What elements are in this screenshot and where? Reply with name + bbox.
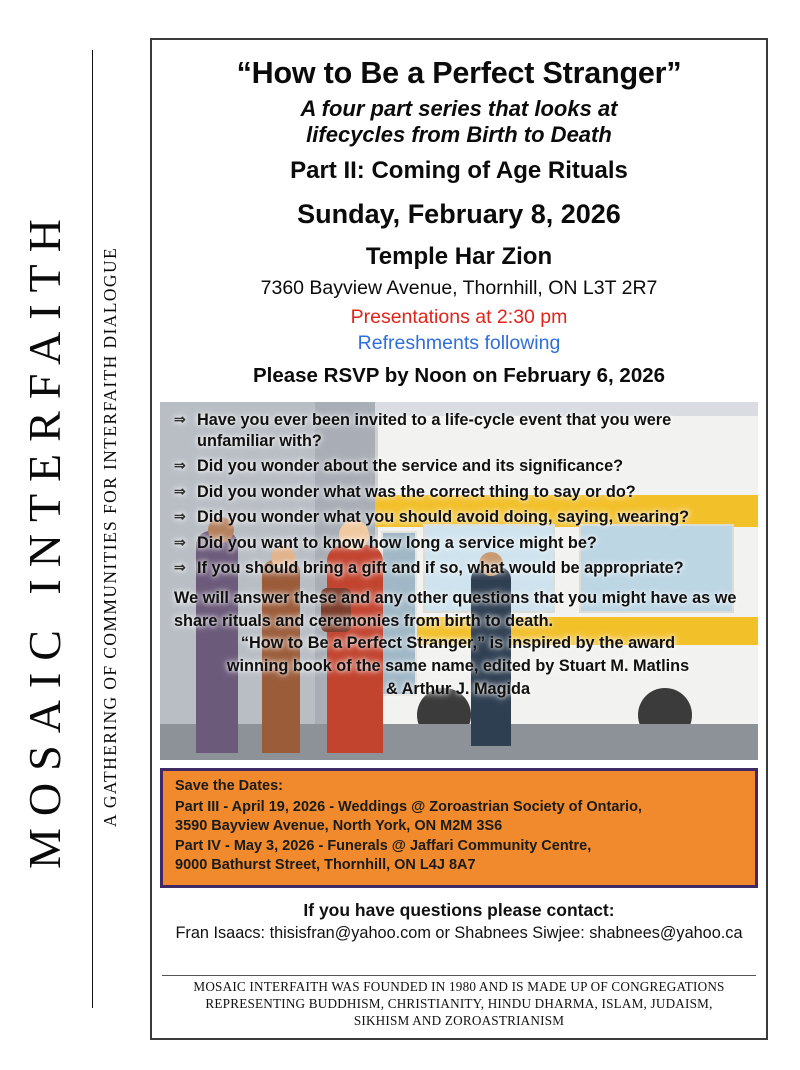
contact-section [152,900,766,943]
footer-text [152,979,766,1030]
event-address: 7360 Bayview Avenue, Thornhill, ON L3T 2R7 [260,277,658,300]
event-subtitle [166,96,752,148]
save-the-dates-line-1: Part III - April 19, 2026 - Weddings @ Zoroastrian Society of Ontario, [175,799,642,816]
arrow-right-icon: ⇒ [174,508,186,525]
list-item-text: Did you want to know how long a service might be? [197,533,597,552]
footer-divider [162,975,756,976]
closing-paragraph [174,587,742,701]
flyer-header [152,40,766,392]
questions-list [174,410,742,579]
arrow-right-icon: ⇒ [174,559,186,576]
arrow-right-icon: ⇒ [174,411,186,428]
list-item [174,507,742,528]
photo-band [160,402,758,760]
vertical-divider [92,50,93,1008]
save-the-dates-line-2: 3590 Bayview Avenue, North York, ON M2M 3S6 [175,818,503,835]
list-item-text: Have you ever been invited to a life-cycle event that you were unfamiliar with? [197,411,672,450]
contact-details[interactable]: Fran Isaacs: thisisfran@yahoo.com or Shabnees Siwjee: shabnees@yahoo.ca [175,923,743,942]
flyer-content-frame [150,38,768,1040]
list-item-text: Did you wonder about the service and its significance? [197,457,624,476]
event-part-label: Part II: Coming of Age Rituals [290,157,628,185]
book-credit-line-3: & Arthur J. Magida [385,680,531,699]
list-item [174,482,742,503]
left-vertical-banner [18,28,136,1040]
rsvp-note: Please RSVP by Noon on February 6, 2026 [252,364,666,388]
refreshments-note: Refreshments following [357,332,561,355]
arrow-right-icon: ⇒ [174,482,186,499]
arrow-right-icon: ⇒ [174,533,186,550]
list-item [174,456,742,477]
book-credit-line-2: winning book of the same name, edited by Stuart M. Matlins [226,657,690,676]
save-the-dates-heading: Save the Dates: [175,778,283,795]
footer-line-2: REPRESENTING BUDDHISM, CHRISTIANITY, HINDU DHARMA, ISLAM, JUDAISM, [205,996,713,1012]
list-item-text: Did you wonder what was the correct thing to say or do? [197,482,636,501]
closing-text: We will answer these and any other questions that you might have as we share rituals and ceremonies from birth to death. [174,588,737,630]
organization-tagline: A GATHERING OF COMMUNITIES FOR INTERFAITH DIALOGUE [100,246,120,828]
contact-heading: If you have questions please contact: [303,899,615,920]
save-the-dates-line-4: 9000 Bathurst Street, Thornhill, ON L4J 8A7 [175,857,476,874]
event-date: Sunday, February 8, 2026 [297,199,621,230]
list-item-text: If you should bring a gift and if so, what would be appropriate? [197,559,684,578]
save-the-dates-box [160,768,758,888]
questions-overlay [160,402,758,760]
footer-line-1: MOSAIC INTERFAITH WAS FOUNDED IN 1980 AND IS MADE UP OF CONGREGATIONS [193,979,725,995]
list-item [174,533,742,554]
save-the-dates-line-3: Part IV - May 3, 2026 - Funerals @ Jaffari Community Centre, [175,837,592,854]
event-venue: Temple Har Zion [365,243,553,271]
event-title: “How to Be a Perfect Stranger” [236,56,682,90]
organization-name: MOSAIC INTERFAITH [19,207,70,869]
presentation-time: Presentations at 2:30 pm [350,306,568,329]
book-credit-line-1: “How to Be a Perfect Stranger,” is inspired by the award [240,634,676,653]
list-item [174,558,742,579]
list-item-text: Did you wonder what you should avoid doing, saying, wearing? [197,508,690,527]
event-subtitle-line-2: lifecycles from Birth to Death [306,122,612,148]
list-item [174,410,742,451]
event-subtitle-line-1: A four part series that looks at [300,96,618,122]
arrow-right-icon: ⇒ [174,457,186,474]
footer-line-3: SIKHISM AND ZOROASTRIANISM [353,1013,565,1029]
